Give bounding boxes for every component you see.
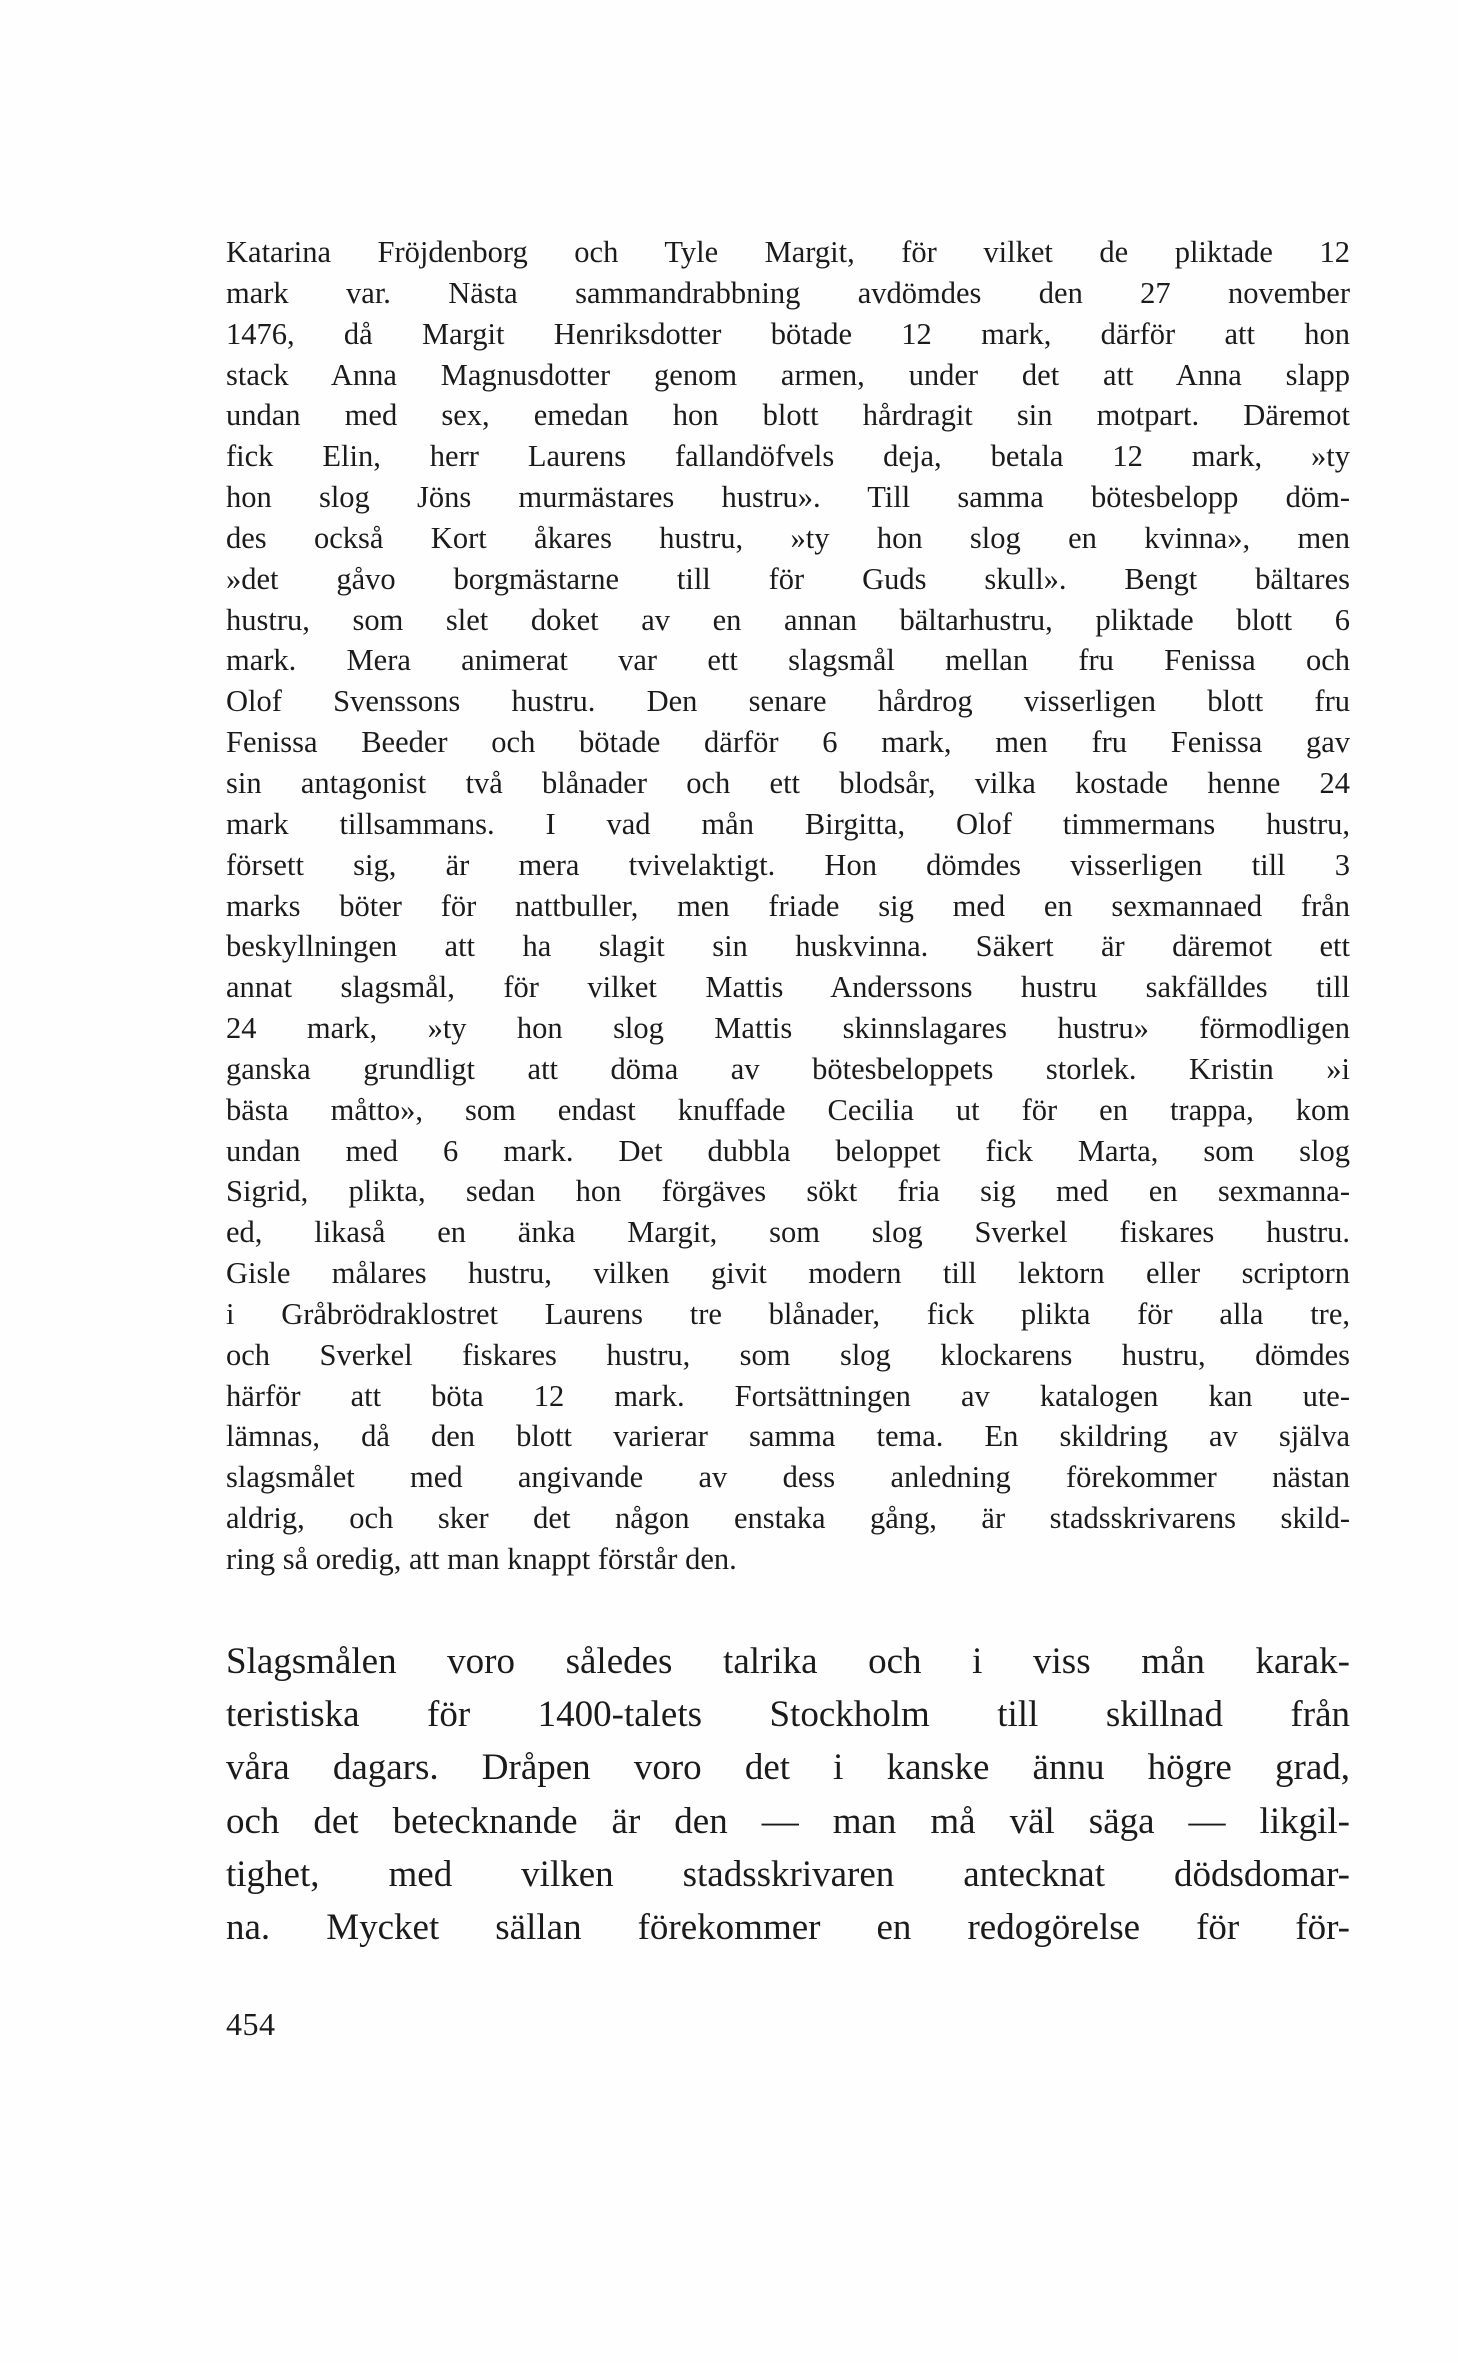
page-number: 454 bbox=[226, 2006, 276, 2042]
text-line: slagsmålet med angivande av dess anledning förekommer nästan bbox=[226, 1460, 1350, 1495]
text-line: Gisle målares hustru, vilken givit modern till lektorn eller scriptorn bbox=[226, 1256, 1350, 1291]
text-line: stack Anna Magnusdotter genom armen, under det att Anna slapp bbox=[226, 357, 1350, 392]
text-line: 24 mark, »ty hon slog Mattis skinnslagares hustru» förmodligen bbox=[226, 1011, 1350, 1046]
text-line: na. Mycket sällan förekommer en redogörelse för för- bbox=[226, 1906, 1350, 1948]
text-line: härför att böta 12 mark. Fortsättningen av katalogen kan ute- bbox=[226, 1378, 1350, 1413]
text-line: lämnas, då den blott varierar samma tema. En skildring av själva bbox=[226, 1419, 1350, 1454]
text-line: hon slog Jöns murmästares hustru». Till samma bötesbelopp döm- bbox=[226, 480, 1350, 515]
text-line: ed, likaså en änka Margit, som slog Sverkel fiskares hustru. bbox=[226, 1215, 1350, 1250]
text-line: undan med sex, emedan hon blott hårdragit sin motpart. Däremot bbox=[226, 398, 1350, 433]
text-line: hustru, som slet doket av en annan bältarhustru, pliktade blott 6 bbox=[226, 602, 1350, 637]
text-line: ganska grundligt att döma av bötesbeloppets storlek. Kristin »i bbox=[226, 1051, 1350, 1086]
text-line: Olof Svenssons hustru. Den senare hårdrog visserligen blott fru bbox=[226, 684, 1350, 719]
small-print-paragraph bbox=[226, 232, 1350, 1580]
text-line: Fenissa Beeder och bötade därför 6 mark, men fru Fenissa gav bbox=[226, 725, 1350, 760]
text-line: sin antagonist två blånader och ett blodsår, vilka kostade henne 24 bbox=[226, 765, 1350, 800]
text-line: i Gråbrödraklostret Laurens tre blånader, fick plikta för alla tre, bbox=[226, 1296, 1350, 1331]
text-line: mark. Mera animerat var ett slagsmål mellan fru Fenissa och bbox=[226, 643, 1350, 678]
text-line: våra dagars. Dråpen voro det i kanske ännu högre grad, bbox=[226, 1747, 1350, 1789]
text-line: bästa måtto», som endast knuffade Cecilia ut för en trappa, kom bbox=[226, 1092, 1350, 1127]
text-line: och Sverkel fiskares hustru, som slog klockarens hustru, dömdes bbox=[226, 1337, 1350, 1372]
text-line: ring så oredig, att man knappt förstår den. bbox=[226, 1542, 737, 1576]
text-line: beskyllningen att ha slagit sin huskvinna. Säkert är däremot ett bbox=[226, 929, 1350, 964]
text-line: undan med 6 mark. Det dubbla beloppet fick Marta, som slog bbox=[226, 1133, 1350, 1168]
text-line: 1476, då Margit Henriksdotter bötade 12 mark, därför att hon bbox=[226, 316, 1350, 351]
text-line: des också Kort åkares hustru, »ty hon slog en kvinna», men bbox=[226, 520, 1350, 555]
text-line: mark tillsammans. I vad mån Birgitta, Olof timmermans hustru, bbox=[226, 806, 1350, 841]
text-line: annat slagsmål, för vilket Mattis Anderssons hustru sakfälldes till bbox=[226, 970, 1350, 1005]
text-line: mark var. Nästa sammandrabbning avdömdes den 27 november bbox=[226, 275, 1350, 310]
text-line: aldrig, och sker det någon enstaka gång, är stadsskrivarens skild- bbox=[226, 1501, 1350, 1536]
text-line: Katarina Fröjdenborg och Tyle Margit, för vilket de pliktade 12 bbox=[226, 235, 1350, 269]
text-line: Sigrid, plikta, sedan hon förgäves sökt fria sig med en sexmanna- bbox=[226, 1174, 1350, 1209]
text-line: marks böter för nattbuller, men friade sig med en sexmannaed från bbox=[226, 888, 1350, 923]
main-paragraph bbox=[226, 1635, 1350, 1954]
text-line: teristiska för 1400-talets Stockholm till skillnad från bbox=[226, 1694, 1350, 1736]
text-line: tighet, med vilken stadsskrivaren antecknat dödsdomar- bbox=[226, 1853, 1350, 1895]
text-line: Slagsmålen voro således talrika och i viss mån karak- bbox=[226, 1641, 1350, 1682]
text-line: och det betecknande är den — man må väl säga — likgil- bbox=[226, 1800, 1350, 1842]
text-line: försett sig, är mera tvivelaktigt. Hon dömdes visserligen till 3 bbox=[226, 847, 1350, 882]
text-line: fick Elin, herr Laurens fallandöfvels deja, betala 12 mark, »ty bbox=[226, 439, 1350, 474]
text-line: »det gåvo borgmästarne till för Guds skull». Bengt bältares bbox=[226, 561, 1350, 596]
